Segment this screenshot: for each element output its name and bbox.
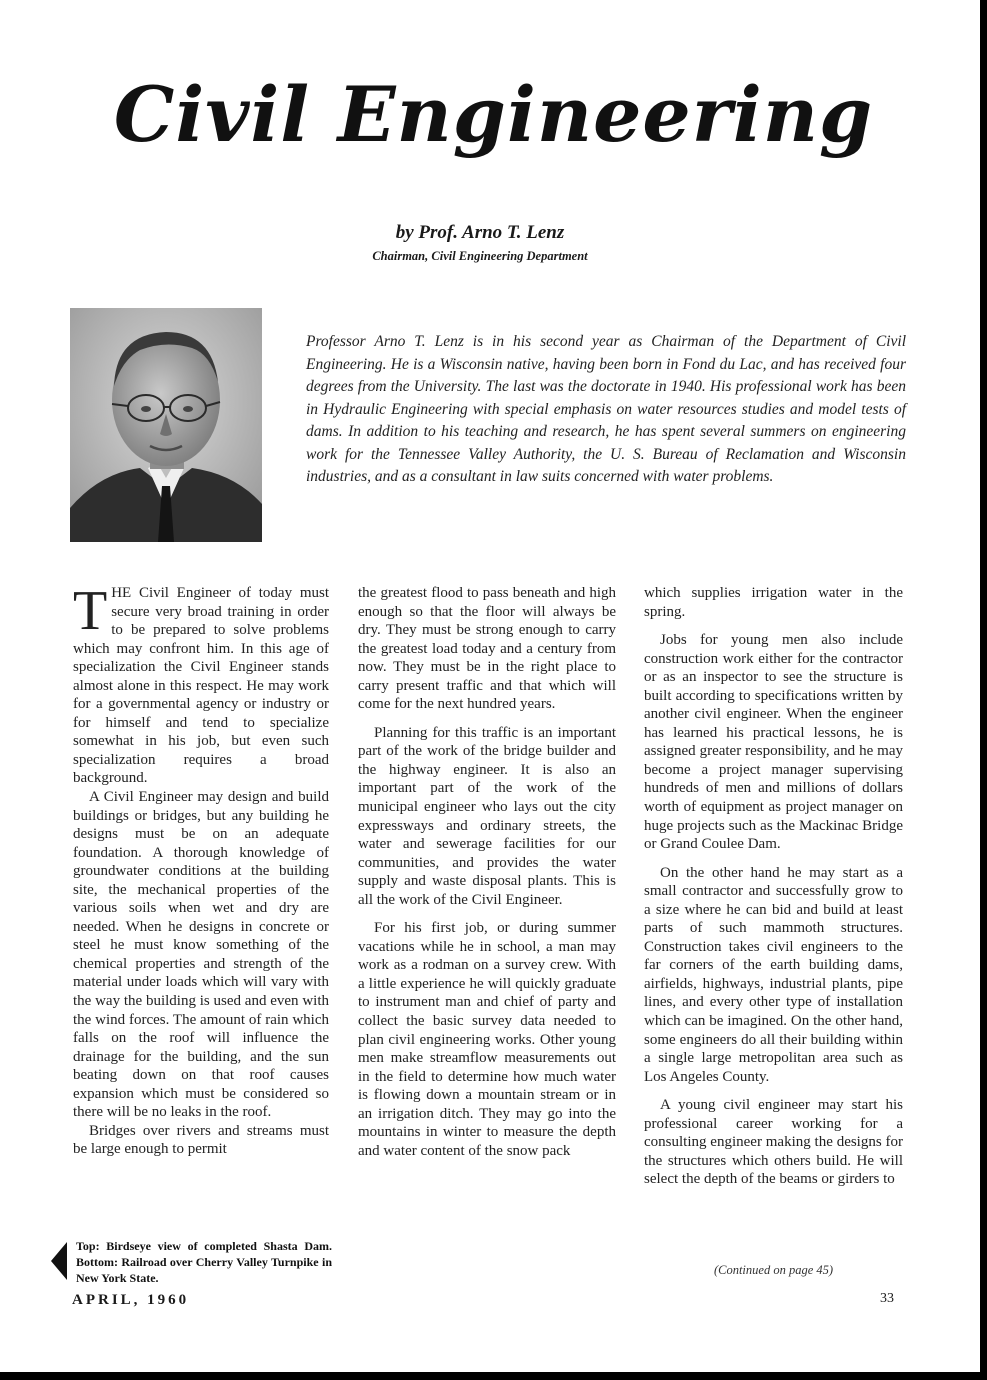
- drop-cap: T: [73, 580, 108, 642]
- photo-caption: Top: Birdseye view of completed Shasta Dam. Bottom: Railroad over Cherry Valley Turnpike in New York State.: [76, 1239, 332, 1285]
- article-column-2: [358, 584, 616, 1160]
- caption-arrow-icon: [49, 1240, 69, 1282]
- page-edge-bottom: [0, 1372, 987, 1380]
- author-portrait: [70, 308, 262, 542]
- page-edge-right: [980, 0, 987, 1380]
- author-bio: Professor Arno T. Lenz is in his second year as Chairman of the Department of Civil Engineering. He is a Wisconsin native, having been born in Fond du Lac, and has received four degrees from the University. The last was the doctorate in 1940. His professional work has been in Hydraulic Engineering with special emphasis on water resources studies and model tests of dams. In addition to his teaching and research, he has spent several summers on engineering work for the Tennessee Valley Authority, the U. S. Bureau of Reclamation and Wisconsin industries, and as a consultant in law suits concerned with water problems.: [306, 333, 906, 485]
- article-paragraph: THE Civil Engineer of today must secure very broad training in order to be prepared to solve problems which may confront him. In this age of specialization the Civil Engineer stands almost alone in this respect. He may work for a governmental agency or industry or for himself and tend to specialize somewhat in his job, but even such specialization requires a broad background.: [73, 580, 329, 787]
- article-column-1: [73, 580, 329, 1159]
- article-paragraph: A Civil Engineer may design and build buildings or bridges, but any building he designs must be on an adequate foundation. A thorough knowledge of groundwater conditions at the building site, the mechanical properties of the various soils when wet and dry are needed. When he designs in concrete or steel he must know something of the chemical properties and strength of the material under loads which will vary with the way the building is used and even with the wind forces. The amount of rain which falls on the roof will influence the drainage for the building, and the sun beating down on that roof causes expansion which must be considered so there will be no leaks in the roof.: [73, 789, 329, 1121]
- author-affiliation: Chairman, Civil Engineering Department: [372, 249, 588, 263]
- article-title: Civil Engineering: [113, 70, 874, 159]
- article-paragraph: On the other hand he may start as a small contractor and successfully grow to a size where he can bid and build at least parts of such mammoth structures. Construction takes civil engineers to the far corners of the earth building dams, airfields, highways, industrial plants, pipe lines, and every other type of installation which can be imagined. On the other hand, some engineers do all their building within a single large metropolitan area such as Los Angeles County.: [644, 864, 903, 1085]
- byline: by Prof. Arno T. Lenz: [395, 222, 565, 243]
- article-column-3: [644, 584, 903, 1189]
- article-paragraph: Bridges over rivers and streams must be large enough to permit: [73, 1122, 329, 1158]
- page-number: 33: [880, 1291, 894, 1306]
- article-paragraph: the greatest flood to pass beneath and high enough so that the floor will always be dry. They must be strong enough to carry the greatest load today and a century from now. They must be in the right place to carry present traffic and that which will come for the next hundred years.: [358, 585, 616, 713]
- article-paragraph: For his first job, or during summer vacations while he in school, a man may work as a rodman on a survey crew. With a little experience he will quickly graduate to instrument man and chief of party and collect the basic survey data needed to plan civil engineering works. Other young men make streamflow measurements out in the field to determine how much water is flowing down a mountain stream or in an irrigation ditch. They may go into the mountains in winter to measure the depth and water content of the snow pack: [358, 920, 616, 1159]
- article-paragraph: A young civil engineer may start his professional career working for a consulting engineer making the designs for the structures which others build. He will select the depth of the beams or girders to: [644, 1097, 903, 1188]
- article-paragraph: Planning for this traffic is an important part of the work of the bridge builder and the highway engineer. It is also an important part of the work of the municipal engineer who lays out the city expressways and ordinary streets, the water and sewerage facilities for our communities, and provides the water supply and waste disposal plants. This is all the work of the Civil Engineer.: [358, 724, 616, 908]
- article-paragraph: which supplies irrigation water in the spring.: [644, 585, 903, 620]
- article-paragraph: Jobs for young men also include construction work either for the contractor or as an inspector to see the structure is built according to specifications written by another civil engineer. When the engineer has learned his practical lessons, he is assigned greater responsibility, and he may become a project manager supervising hundreds of men and millions of dollars worth of equipment as project manager on huge projects such as the Mackinac Bridge or Grand Coulee Dam.: [644, 632, 903, 853]
- continued-note: (Continued on page 45): [713, 1263, 834, 1277]
- issue-date: APRIL, 1960: [72, 1292, 190, 1308]
- portrait-image: [70, 308, 262, 542]
